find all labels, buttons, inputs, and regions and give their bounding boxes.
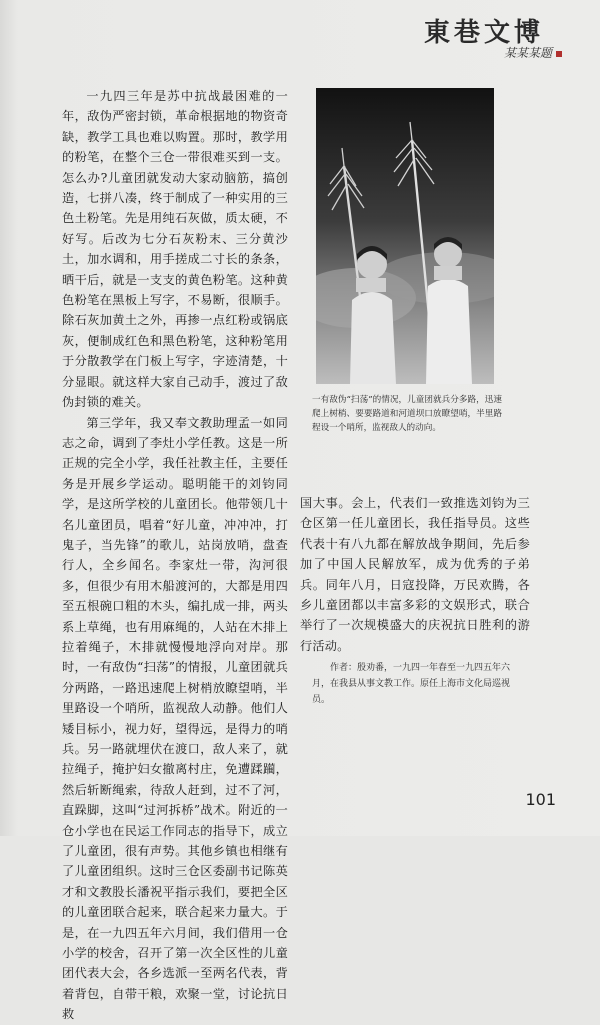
photo-illustration [316, 88, 494, 384]
right-column [300, 493, 530, 656]
left-column [62, 86, 288, 1025]
photo-caption: 一有敌伪“扫荡”的情况，儿童团就兵分多路，迅速爬上树梢、要要路道和河道坝口放瞭望哨，半里路程设一个哨所，监视敌人的动向。 [312, 395, 502, 433]
section-title: 東巷文博 [423, 18, 544, 48]
body-paragraph-1: 一九四三年是苏中抗战最困难的一年，敌伪严密封锁，革命根据地的物资奇缺，教学工具也难以购置。那时，教学用的粉笔，在整个三仓一带很难买到一支。怎么办?儿童团就发动大家动脑筋，搞创造，七拼八凑，终于制成了一种实用的三色土粉笔。先是用纯石灰做，质太硬，不好写。后改为七分石灰粉末、三分黄沙土，加水调和，用手搓成二寸长的条条，晒干后，就是一支支的黄色粉笔。这种黄色粉笔在黑板上写字，不易断，很顺手。除石灰加黄土之外，再掺一点红粉或锅底灰，便制成红色和黑色粉笔，这种粉笔用于分散教学在门板上写字，字迹清楚，十分显眼。就这样大家自己动手，渡过了敌伪封锁的难关。 [62, 89, 288, 410]
historical-photo [316, 88, 494, 384]
seal-icon [556, 51, 562, 57]
body-paragraph-3: 国大事。会上，代表们一致推选刘钧为三仓区第一任儿童团长，我任指导员。这些代表十有八九都在解放战争期间，先后参加了中国人民解放军，成为优秀的子弟兵。同年八月，日寇投降，万民欢腾，各乡儿童团都以丰富多彩的文娱形式，联合举行了一次规模盛大的庆祝抗日胜利的游行活动。 [300, 496, 530, 653]
author-note: 作者：殷劝番，一九四一年春至一九四五年六月，在我县从事文教工作。原任上海市文化局巡视员。 [312, 663, 511, 705]
calligraphy-signature [504, 44, 562, 61]
signature-text: 某某某题 [503, 46, 552, 60]
body-paragraph-2: 第三学年，我又奉文教助理孟一如同志之命，调到了李灶小学任教。这是一所正规的完全小学，我任社教主任，主要任务是开展乡学运动。聪明能干的刘钧同学，是这所学校的儿童团长。他带领几十名儿童团员，唱着“好儿童，冲冲冲，打鬼子，当先锋”的歌儿，站岗放哨，盘查行人，全乡闻名。李家灶一带，沟河很多，但很少有用木船渡河的，大都是用四至五根碗口粗的木头，编扎成一排，两头系上草绳，也有用麻绳的，人站在木排上拉着绳子，木排就慢慢地浮向对岸。那时，一有敌伪“扫荡”的情报，儿童团就兵分两路，一路迅速爬上树梢放瞭望哨，半里路设一个哨所，监视敌人动静。他们人矮目标小，视力好，望得远，是得力的哨兵。另一路就埋伏在渡口，敌人来了，就拉绳子，掩护妇女撤离村庄，免遭蹂躏，然后斩断绳索，待敌人赶到，过不了河，直跺脚，这叫“过河拆桥”战术。附近的一仓小学也在民运工作同志的指导下，成立了儿童团，很有声势。其他乡镇也相继有了儿童团组织。这时三仓区委副书记陈英才和文教股长潘祝平指示我们，要把全区的儿童团联合起来，联合起来力量大。于是，在一九四五年六月间，我们借用一仓小学的校舍，召开了第一次全区性的儿童团代表大会，各乡选派一至两名代表，背着背包，自带干粮，欢聚一堂，讨论抗日救 [62, 415, 288, 1022]
page-number: 101 [525, 790, 556, 809]
